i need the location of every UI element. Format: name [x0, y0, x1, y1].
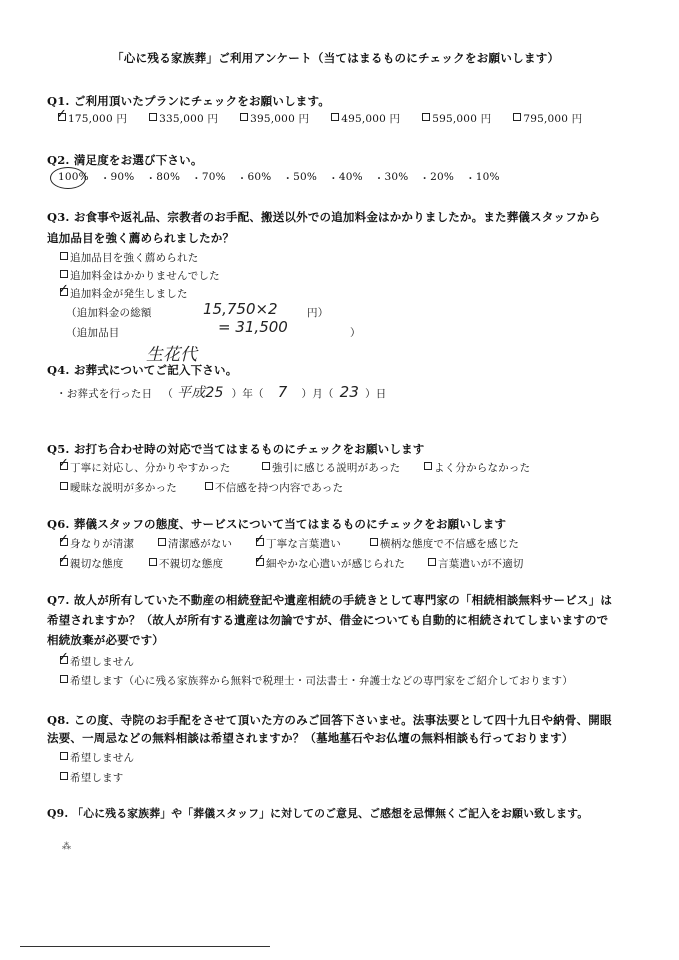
- q6-option-bad-speech[interactable]: 言葉遣いが不適切: [428, 556, 524, 571]
- checkbox-icon: [513, 113, 521, 121]
- checkbox-checked-icon: [256, 538, 264, 546]
- q6-option-unkind[interactable]: 不親切な態度: [149, 556, 223, 571]
- checkbox-icon: [370, 538, 378, 546]
- q5-option-pushy[interactable]: 強引に感じる説明があった: [262, 460, 400, 475]
- q1-label: Q1. ご利用頂いたプランにチェックをお願いします。: [47, 94, 330, 108]
- checkbox-checked-icon: [58, 113, 66, 121]
- q7-label-line2: 希望されますか？（故人が所有する遺産は勿論ですが、借金についても自動的に相続されてしまいますので: [47, 613, 609, 627]
- page-title: 「心に残る家族葬」ご利用アンケート（当てはまるものにチェックをお願いします）: [112, 51, 560, 65]
- q1-option-795000[interactable]: 795,000 円: [513, 111, 582, 126]
- q2-option-10[interactable]: 10%: [475, 171, 500, 183]
- q4-date-row: ・お葬式を行った日 （ 平成25 ）年（ 7 ）月（ 23 ）日: [56, 383, 387, 401]
- checkbox-icon: [205, 482, 213, 490]
- checkbox-icon: [149, 113, 157, 121]
- q3-total-label: （追加料金の総額: [66, 307, 152, 319]
- checkbox-icon: [331, 113, 339, 121]
- checkbox-checked-icon: [256, 558, 264, 566]
- q8-label-line1: Q8. この度、寺院のお手配をさせて頂いた方のみご回答下さいませ。法事法要として四十九日や納骨、開眼: [47, 713, 612, 727]
- q3-item-label: （追加品目: [66, 327, 120, 339]
- q3-item-handwritten: 生花代: [146, 345, 197, 365]
- q5-option-vague[interactable]: 曖昧な説明が多かった: [60, 480, 177, 495]
- q2-option-60[interactable]: 60%: [247, 171, 272, 183]
- q3-option-pushed[interactable]: 追加品目を強く薦められた: [60, 250, 198, 265]
- q6-option-clean[interactable]: ✓身なりが清潔: [60, 536, 134, 551]
- q2-label: Q2. 満足度をお選び下さい。: [47, 153, 203, 167]
- checkbox-icon: [149, 558, 157, 566]
- q2-option-30[interactable]: 30%: [384, 171, 409, 183]
- checkbox-icon: [60, 675, 68, 683]
- bottom-divider: [20, 946, 270, 947]
- q5-option-unclear[interactable]: よく分からなかった: [424, 460, 530, 475]
- q4-date-label: ・お葬式を行った日: [56, 388, 153, 400]
- q1-option-175000[interactable]: ✓175,000 円: [58, 111, 127, 126]
- checkbox-icon: [240, 113, 248, 121]
- q9-label: Q9. 「心に残る家族葬」や「葬儀スタッフ」に対してのご意見、ご感想を忌憚無くご記入をお願い致します。: [47, 807, 589, 820]
- q6-option-attentive[interactable]: ✓ 細やかな心遣いが感じられた: [256, 556, 405, 571]
- q3-option-no-extra[interactable]: 追加料金はかかりませんでした: [60, 268, 220, 283]
- q3-label-line1: Q3. お食事や返礼品、宗教者のお手配、搬送以外での追加料金はかかりましたか。また葬儀スタッフから: [47, 210, 601, 224]
- q2-option-90[interactable]: 90%: [110, 171, 135, 183]
- q3-total-handwritten-result: = 31,500: [218, 318, 288, 336]
- checkbox-checked-icon: [60, 462, 68, 470]
- checkbox-icon: [262, 462, 270, 470]
- checkbox-icon: [60, 270, 68, 278]
- q6-option-kind[interactable]: ✓親切な態度: [60, 556, 124, 571]
- q3-label-line2: 追加品目を強く薦められましたか？: [47, 231, 235, 245]
- checkbox-checked-icon: [60, 288, 68, 296]
- q1-option-395000[interactable]: 395,000 円: [240, 111, 309, 126]
- q2-option-70[interactable]: 70%: [201, 171, 226, 183]
- checkbox-icon: [60, 772, 68, 780]
- q8-option-yes[interactable]: 希望します: [60, 770, 124, 785]
- q4-day-handwritten: 23: [339, 383, 360, 401]
- checkbox-checked-icon: [60, 558, 68, 566]
- q7-label-line1: Q7. 故人が所有していた不動産の相続登記や遺産相続の手続きとして専門家の「相続相談無料サービス」は: [47, 593, 613, 607]
- q7-option-yes[interactable]: 希望します（心に残る家族葬から無料で税理士・司法書士・弁護士などの専門家をご紹介しております）: [60, 673, 573, 688]
- checkbox-icon: [422, 113, 430, 121]
- checkbox-icon: [428, 558, 436, 566]
- q4-label: Q4. お葬式についてご記入下さい。: [47, 363, 238, 377]
- q2-option-50[interactable]: 50%: [293, 171, 318, 183]
- q1-option-335000[interactable]: 335,000 円: [149, 111, 218, 126]
- q6-option-arrogant[interactable]: 横柄な態度で不信感を感じた: [370, 536, 519, 551]
- q2-options: 100% ・ 90% ・ 80% ・ 70% ・ 60% ・ 50% ・ 40% ・ 30% ・ 20% ・ 10%: [58, 171, 500, 185]
- checkbox-icon: [60, 752, 68, 760]
- q1-option-495000[interactable]: 495,000 円: [331, 111, 400, 126]
- scan-speck: ⁂: [62, 842, 71, 852]
- q2-option-40[interactable]: 40%: [338, 171, 363, 183]
- q2-option-80[interactable]: 80%: [156, 171, 181, 183]
- q3-total-unit: 円）: [307, 307, 329, 319]
- q2-option-100[interactable]: 100%: [58, 171, 89, 183]
- q4-month-handwritten: 7: [277, 383, 288, 401]
- q7-option-no[interactable]: ✓希望しません: [60, 654, 134, 669]
- q3-item-close: ）: [350, 327, 361, 339]
- q3-total-handwritten: 15,750×2: [203, 300, 278, 318]
- checkbox-icon: [60, 252, 68, 260]
- q8-label-line2: 法要、一周忌などの無料相談は希望されますか？（墓地墓石やお仏壇の無料相談も行っております）: [47, 731, 574, 745]
- q6-option-polite-speech[interactable]: ✓ 丁寧な言葉遣い: [256, 536, 341, 551]
- q8-option-no[interactable]: 希望しません: [60, 750, 134, 765]
- checkbox-icon: [158, 538, 166, 546]
- q5-option-polite[interactable]: ✓丁寧に対応し、分かりやすかった: [60, 460, 231, 475]
- q5-option-distrust[interactable]: 不信感を持つ内容であった: [205, 480, 343, 495]
- checkbox-checked-icon: [60, 538, 68, 546]
- checkbox-checked-icon: [60, 656, 68, 664]
- q3-option-extra-charged[interactable]: ✓追加料金が発生しました: [60, 286, 188, 301]
- q5-label: Q5. お打ち合わせ時の対応で当てはまるものにチェックをお願いします: [47, 442, 425, 456]
- q1-options: [58, 111, 582, 126]
- q1-option-595000[interactable]: 595,000 円: [422, 111, 491, 126]
- q7-label-line3: 相続放棄が必要です）: [47, 633, 164, 647]
- q6-label: Q6. 葬儀スタッフの態度、サービスについて当てはまるものにチェックをお願いします: [47, 517, 507, 531]
- q6-option-unclean[interactable]: 清潔感がない: [158, 536, 232, 551]
- q2-option-20[interactable]: 20%: [430, 171, 455, 183]
- q4-era-handwritten: 平成25: [177, 385, 224, 401]
- checkbox-icon: [60, 482, 68, 490]
- checkbox-icon: [424, 462, 432, 470]
